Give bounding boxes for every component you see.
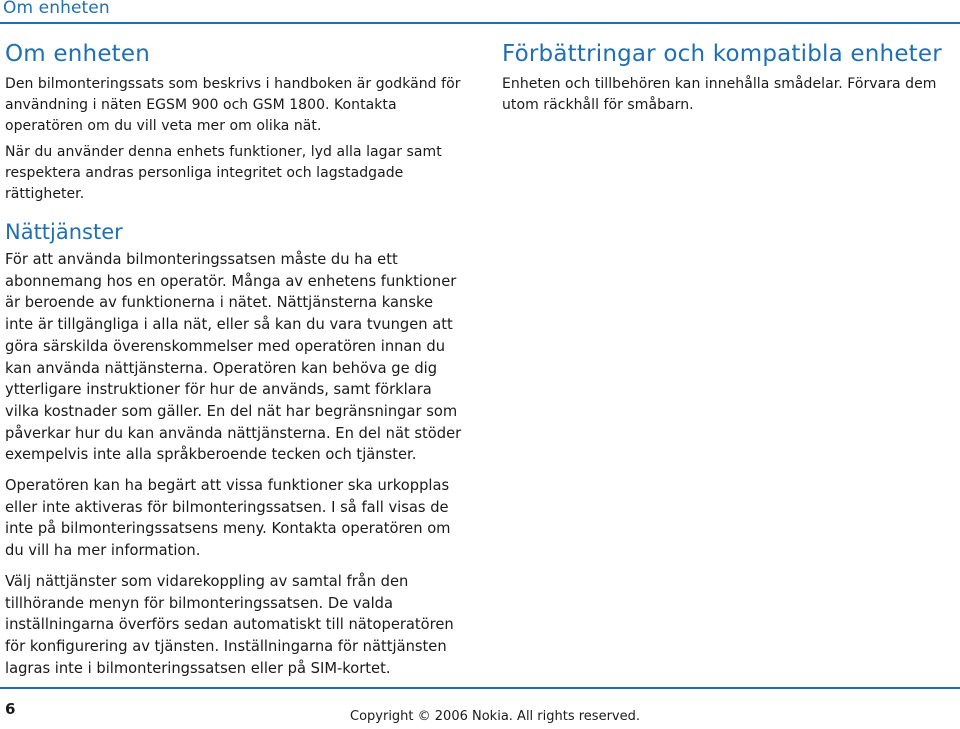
left-column — [5, 40, 463, 679]
paragraph-operator-features: Operatören kan ha begärt att vissa funktioner ska urkopplas eller inte aktiveras för bilmonteringssatsen. I så fall visas de inte på bilmonteringssatsens meny. Kontakta operatören om du vill ha mer information. — [5, 477, 451, 560]
paragraph-small-parts: Enheten och tillbehören kan innehålla smådelar. Förvara dem utom räckhåll för småbarn. — [502, 76, 937, 113]
running-header: Om enheten — [3, 0, 110, 18]
paragraph-approval: Den bilmonteringssats som beskrivs i handboken är godkänd för användning i näten EGSM 900 och GSM 1800. Kontakta operatören om du vill veta mer om olika nät. — [5, 76, 461, 134]
right-column — [502, 40, 952, 116]
section-title-om-enheten: Om enheten — [5, 41, 151, 67]
section-title-forbattringar: Förbättringar och kompatibla enheter — [502, 41, 942, 67]
section-title-nattjanster: Nättjänster — [5, 220, 123, 244]
paragraph-laws: När du använder denna enhets funktioner, lyd alla lagar samt respektera andras personliga integritet och lagstadgade rättigheter. — [5, 144, 442, 202]
header-rule — [0, 22, 960, 24]
copyright-notice: Copyright © 2006 Nokia. All rights reserved. — [350, 709, 640, 724]
page-number: 6 — [5, 700, 16, 718]
footer-rule — [0, 687, 960, 689]
paragraph-network-services: För att använda bilmonteringssatsen måste du ha ett abonnemang hos en operatör. Många av enhetens funktioner är beroende av funktionerna i nätet. Nättjänsterna kanske inte är tillgängliga i alla nät, eller så kan du vara tvungen att göra särskilda överenskommelser med operatören innan du kan använda nättjänsterna. Operatören kan behöva ge dig ytterligare instruktioner för hur de används, samt förklara vilka kostnader som gäller. En del nät har begränsningar som påverkar hur du kan använda nättjänsterna. En del nät stöder exempelvis inte alla språkberoende tecken och tjänster. — [5, 251, 462, 464]
paragraph-select-services: Välj nättjänster som vidarekoppling av samtal från den tillhörande menyn för bilmonteringssatsen. De valda inställningarna överförs sedan automatiskt till nätoperatören för konfigurering av tjänsten. Inställningarna för nättjänsten lagras inte i bilmonteringssatsen eller på SIM-kortet. — [5, 572, 454, 677]
